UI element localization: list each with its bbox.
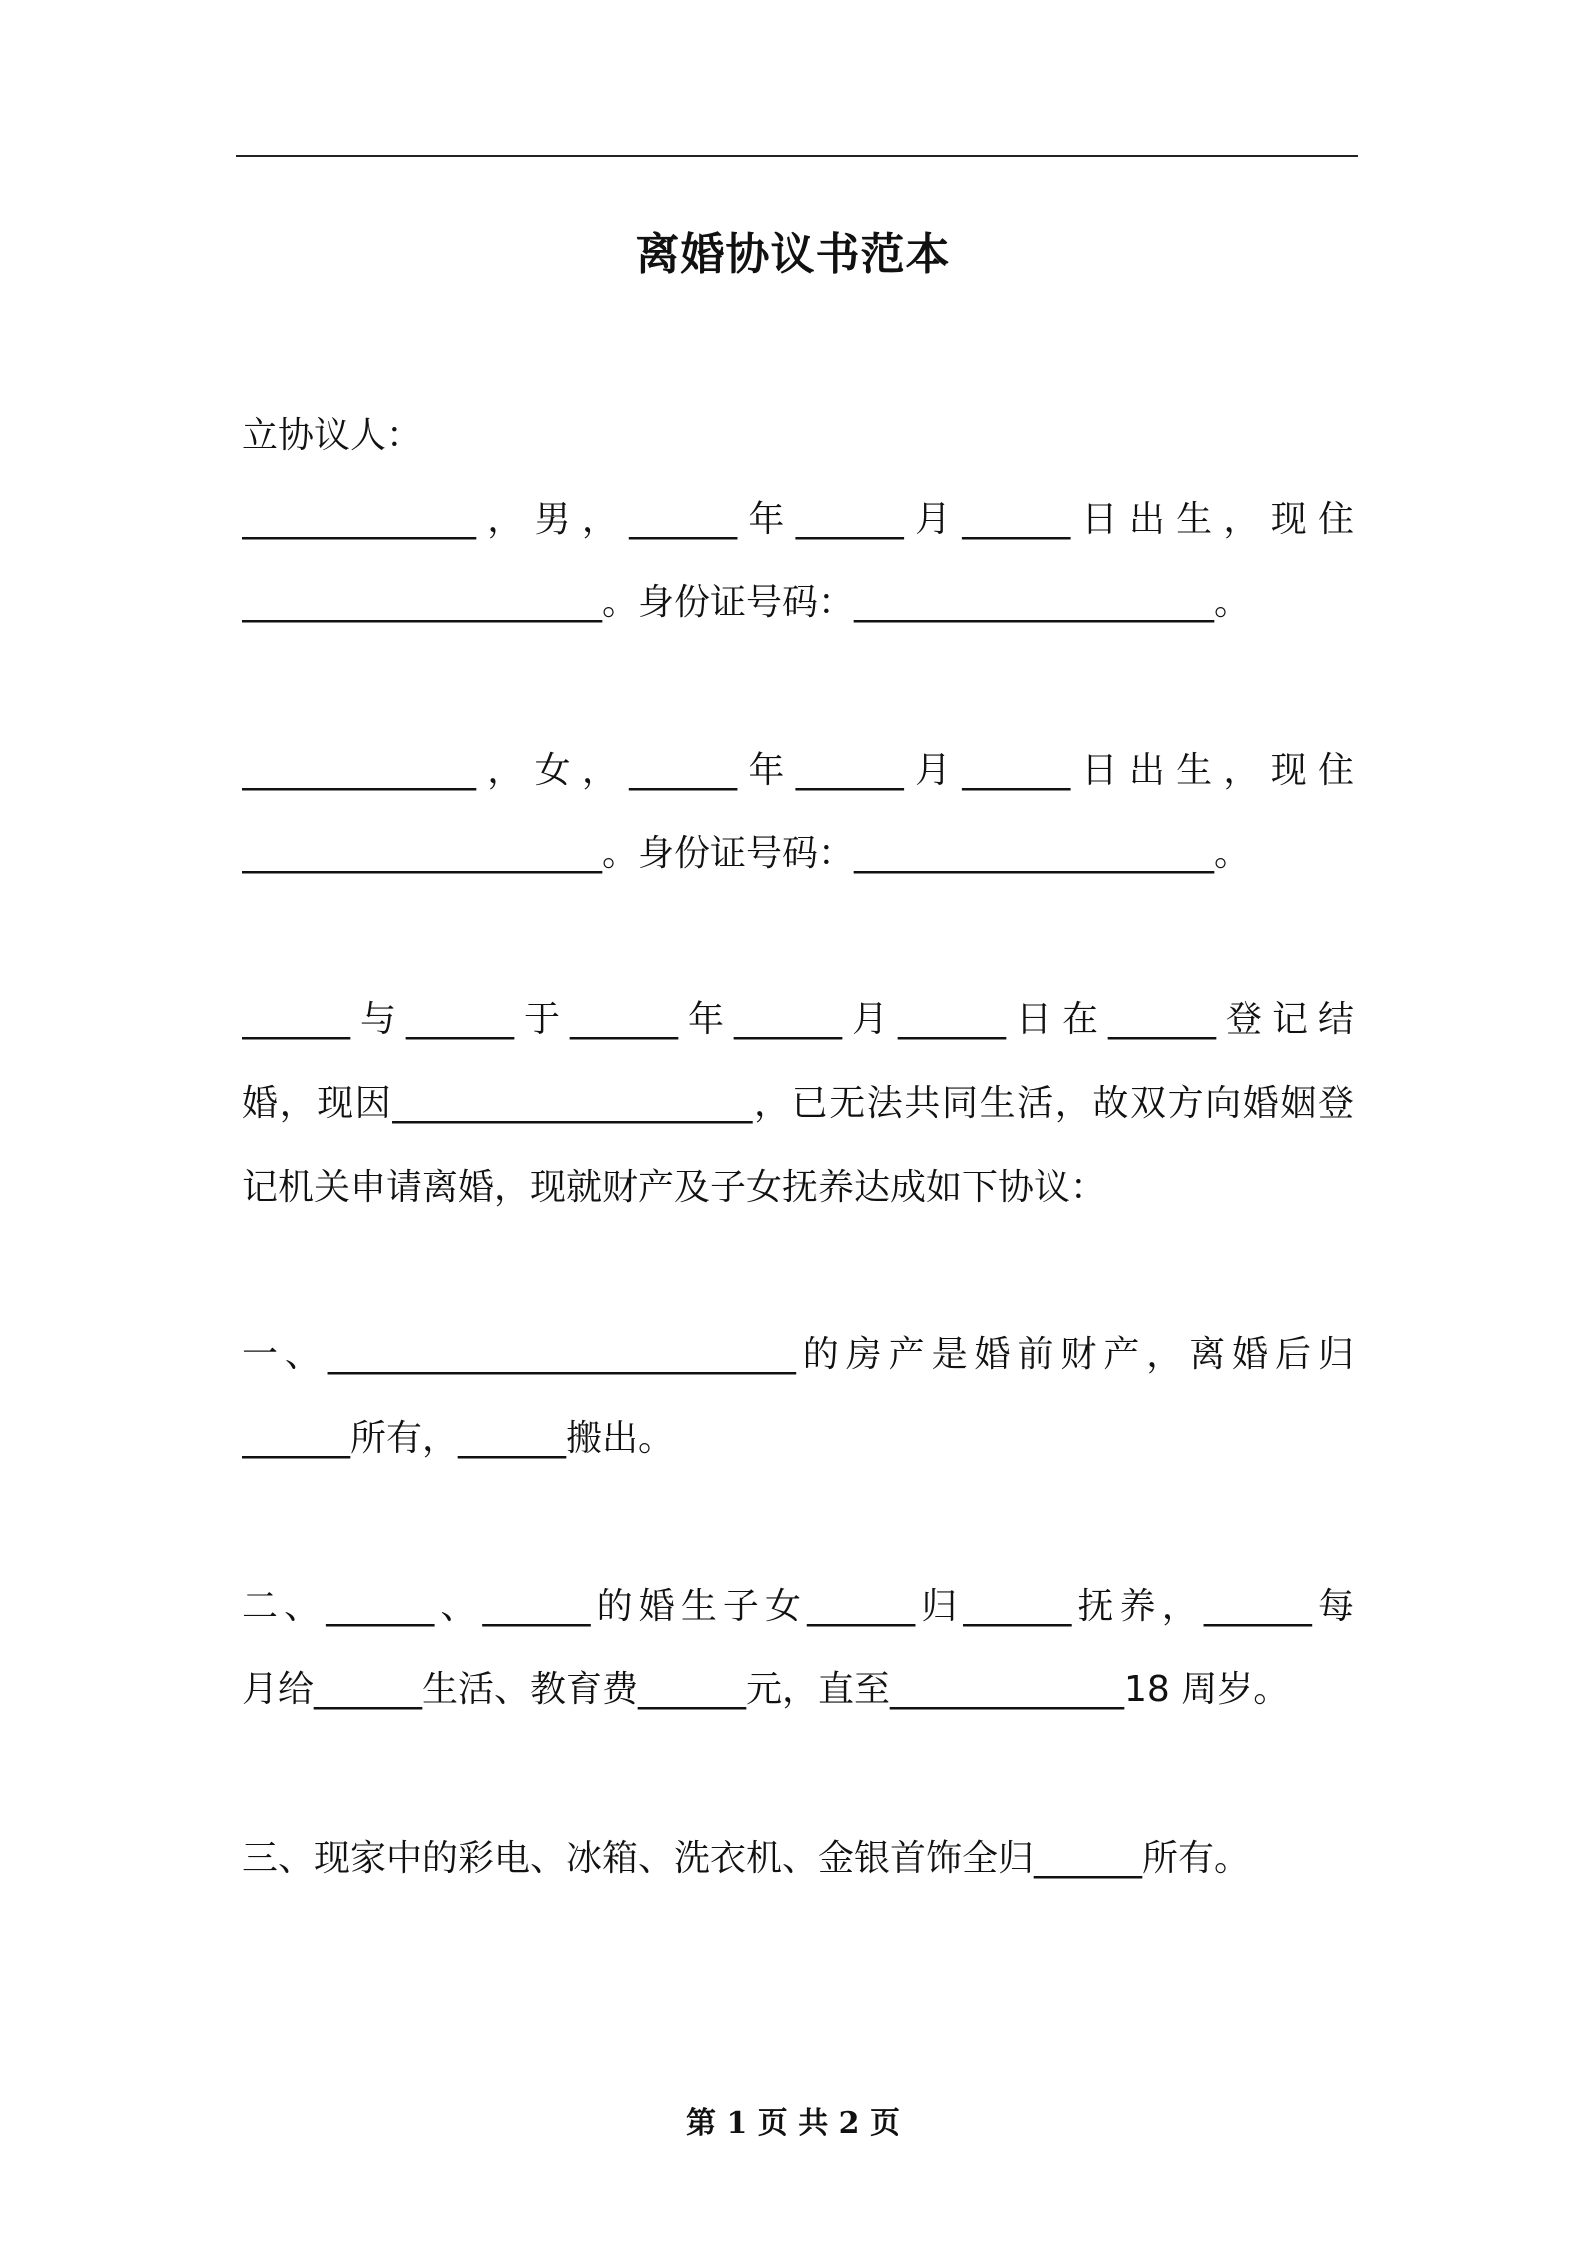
marriage-line-1: ______与______于______年______月______日在______登记结 bbox=[242, 999, 1354, 1040]
party-female-line-2: ____________________。身份证号码：____________________。 bbox=[242, 833, 1251, 874]
header-rule bbox=[236, 155, 1358, 157]
party-male-line-1: _____________，男，______年______月______日出生，现住 bbox=[242, 499, 1354, 540]
page-footer: 第 1 页 共 2 页 bbox=[686, 2106, 900, 2141]
clause-2-line-2: 月给______生活、教育费______元，直至_____________18 周岁。 bbox=[242, 1669, 1290, 1710]
party-heading: 立协议人： bbox=[242, 415, 423, 456]
marriage-line-3: 记机关申请离婚，现就财产及子女抚养达成如下协议： bbox=[242, 1167, 1107, 1208]
clause-1-line-2: ______所有，______搬出。 bbox=[242, 1418, 675, 1459]
marriage-line-2: 婚，现因____________________，已无法共同生活，故双方向婚姻登 bbox=[242, 1083, 1354, 1124]
clause-2-line-1: 二、______、______的婚生子女______归______抚养，______每 bbox=[242, 1586, 1354, 1627]
clause-1-line-1: 一、__________________________的房产是婚前财产，离婚后归 bbox=[242, 1334, 1354, 1375]
clause-3-line-1: 三、现家中的彩电、冰箱、洗衣机、金银首饰全归______所有。 bbox=[242, 1838, 1251, 1879]
party-male-line-2: ____________________。身份证号码：____________________。 bbox=[242, 582, 1251, 623]
party-female-line-1: _____________，女，______年______月______日出生，现住 bbox=[242, 750, 1354, 791]
document-title: 离婚协议书范本 bbox=[635, 229, 951, 280]
